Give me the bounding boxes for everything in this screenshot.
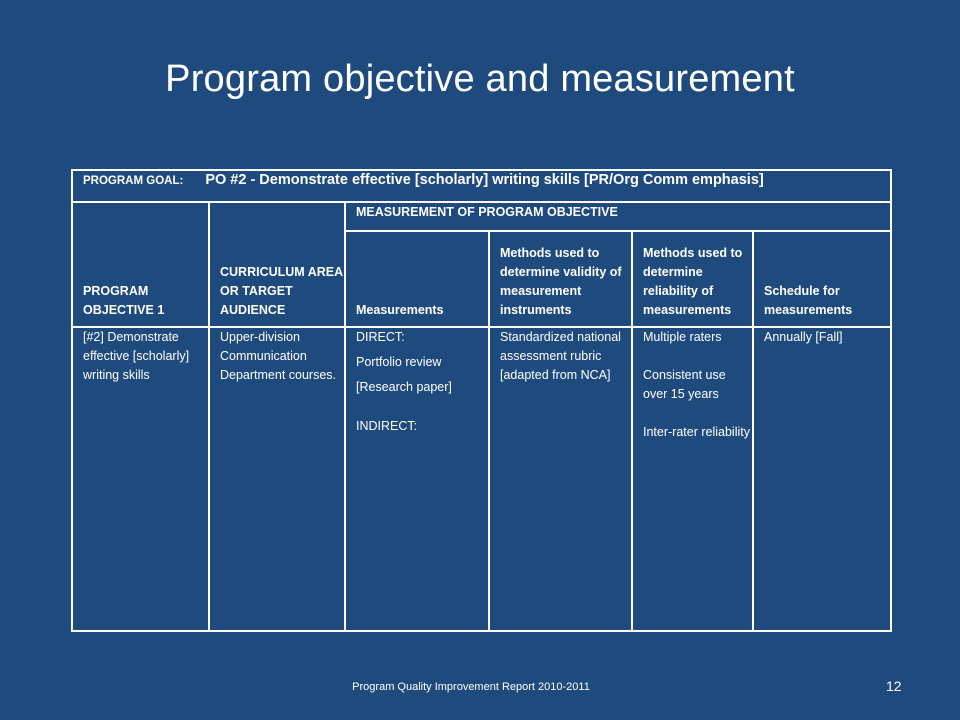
cell-objective: [#2] Demonstrate effective [scholarly] writing skills	[72, 327, 209, 631]
cell-validity: Standardized national assessment rubric [adapted from NCA]	[489, 327, 632, 631]
cell-measurements	[345, 327, 489, 631]
measurement-portfolio: Portfolio review	[356, 355, 442, 369]
footer-text: Program Quality Improvement Report 2010-2011	[352, 681, 590, 693]
header-curriculum-area: CURRICULUM AREA OR TARGET AUDIENCE	[209, 202, 345, 327]
table-row	[72, 327, 891, 631]
reliability-inter-rater: Inter-rater reliability	[643, 425, 750, 439]
goal-text: PO #2 - Demonstrate effective [scholarly] writing skills [PR/Org Comm emphasis]	[205, 172, 764, 188]
reliability-multiple-raters: Multiple raters	[643, 330, 722, 344]
header-measurements: Measurements	[345, 231, 489, 327]
measurement-research-paper: [Research paper]	[356, 380, 452, 394]
header-program-objective: PROGRAM OBJECTIVE 1	[72, 202, 209, 327]
cell-curriculum: Upper-division Communication Department courses.	[209, 327, 345, 631]
header-measurement-of-objective: MEASUREMENT OF PROGRAM OBJECTIVE	[345, 202, 891, 231]
goal-label: PROGRAM GOAL:	[83, 175, 184, 187]
measurement-header-row	[72, 202, 891, 231]
measurement-direct: DIRECT:	[356, 330, 405, 344]
header-reliability-methods: Methods used to determine reliability of measurements	[632, 231, 753, 327]
goal-row	[72, 170, 891, 202]
objective-table	[71, 169, 892, 632]
page-number: 12	[886, 678, 902, 694]
measurement-indirect: INDIRECT:	[356, 419, 418, 433]
goal-cell	[72, 170, 891, 202]
header-validity-methods: Methods used to determine validity of measurement instruments	[489, 231, 632, 327]
reliability-consistent-use: Consistent use over 15 years	[643, 368, 726, 401]
cell-reliability	[632, 327, 753, 631]
slide-title: Program objective and measurement	[165, 58, 795, 100]
cell-schedule: Annually [Fall]	[753, 327, 891, 631]
header-schedule: Schedule for measurements	[753, 231, 891, 327]
